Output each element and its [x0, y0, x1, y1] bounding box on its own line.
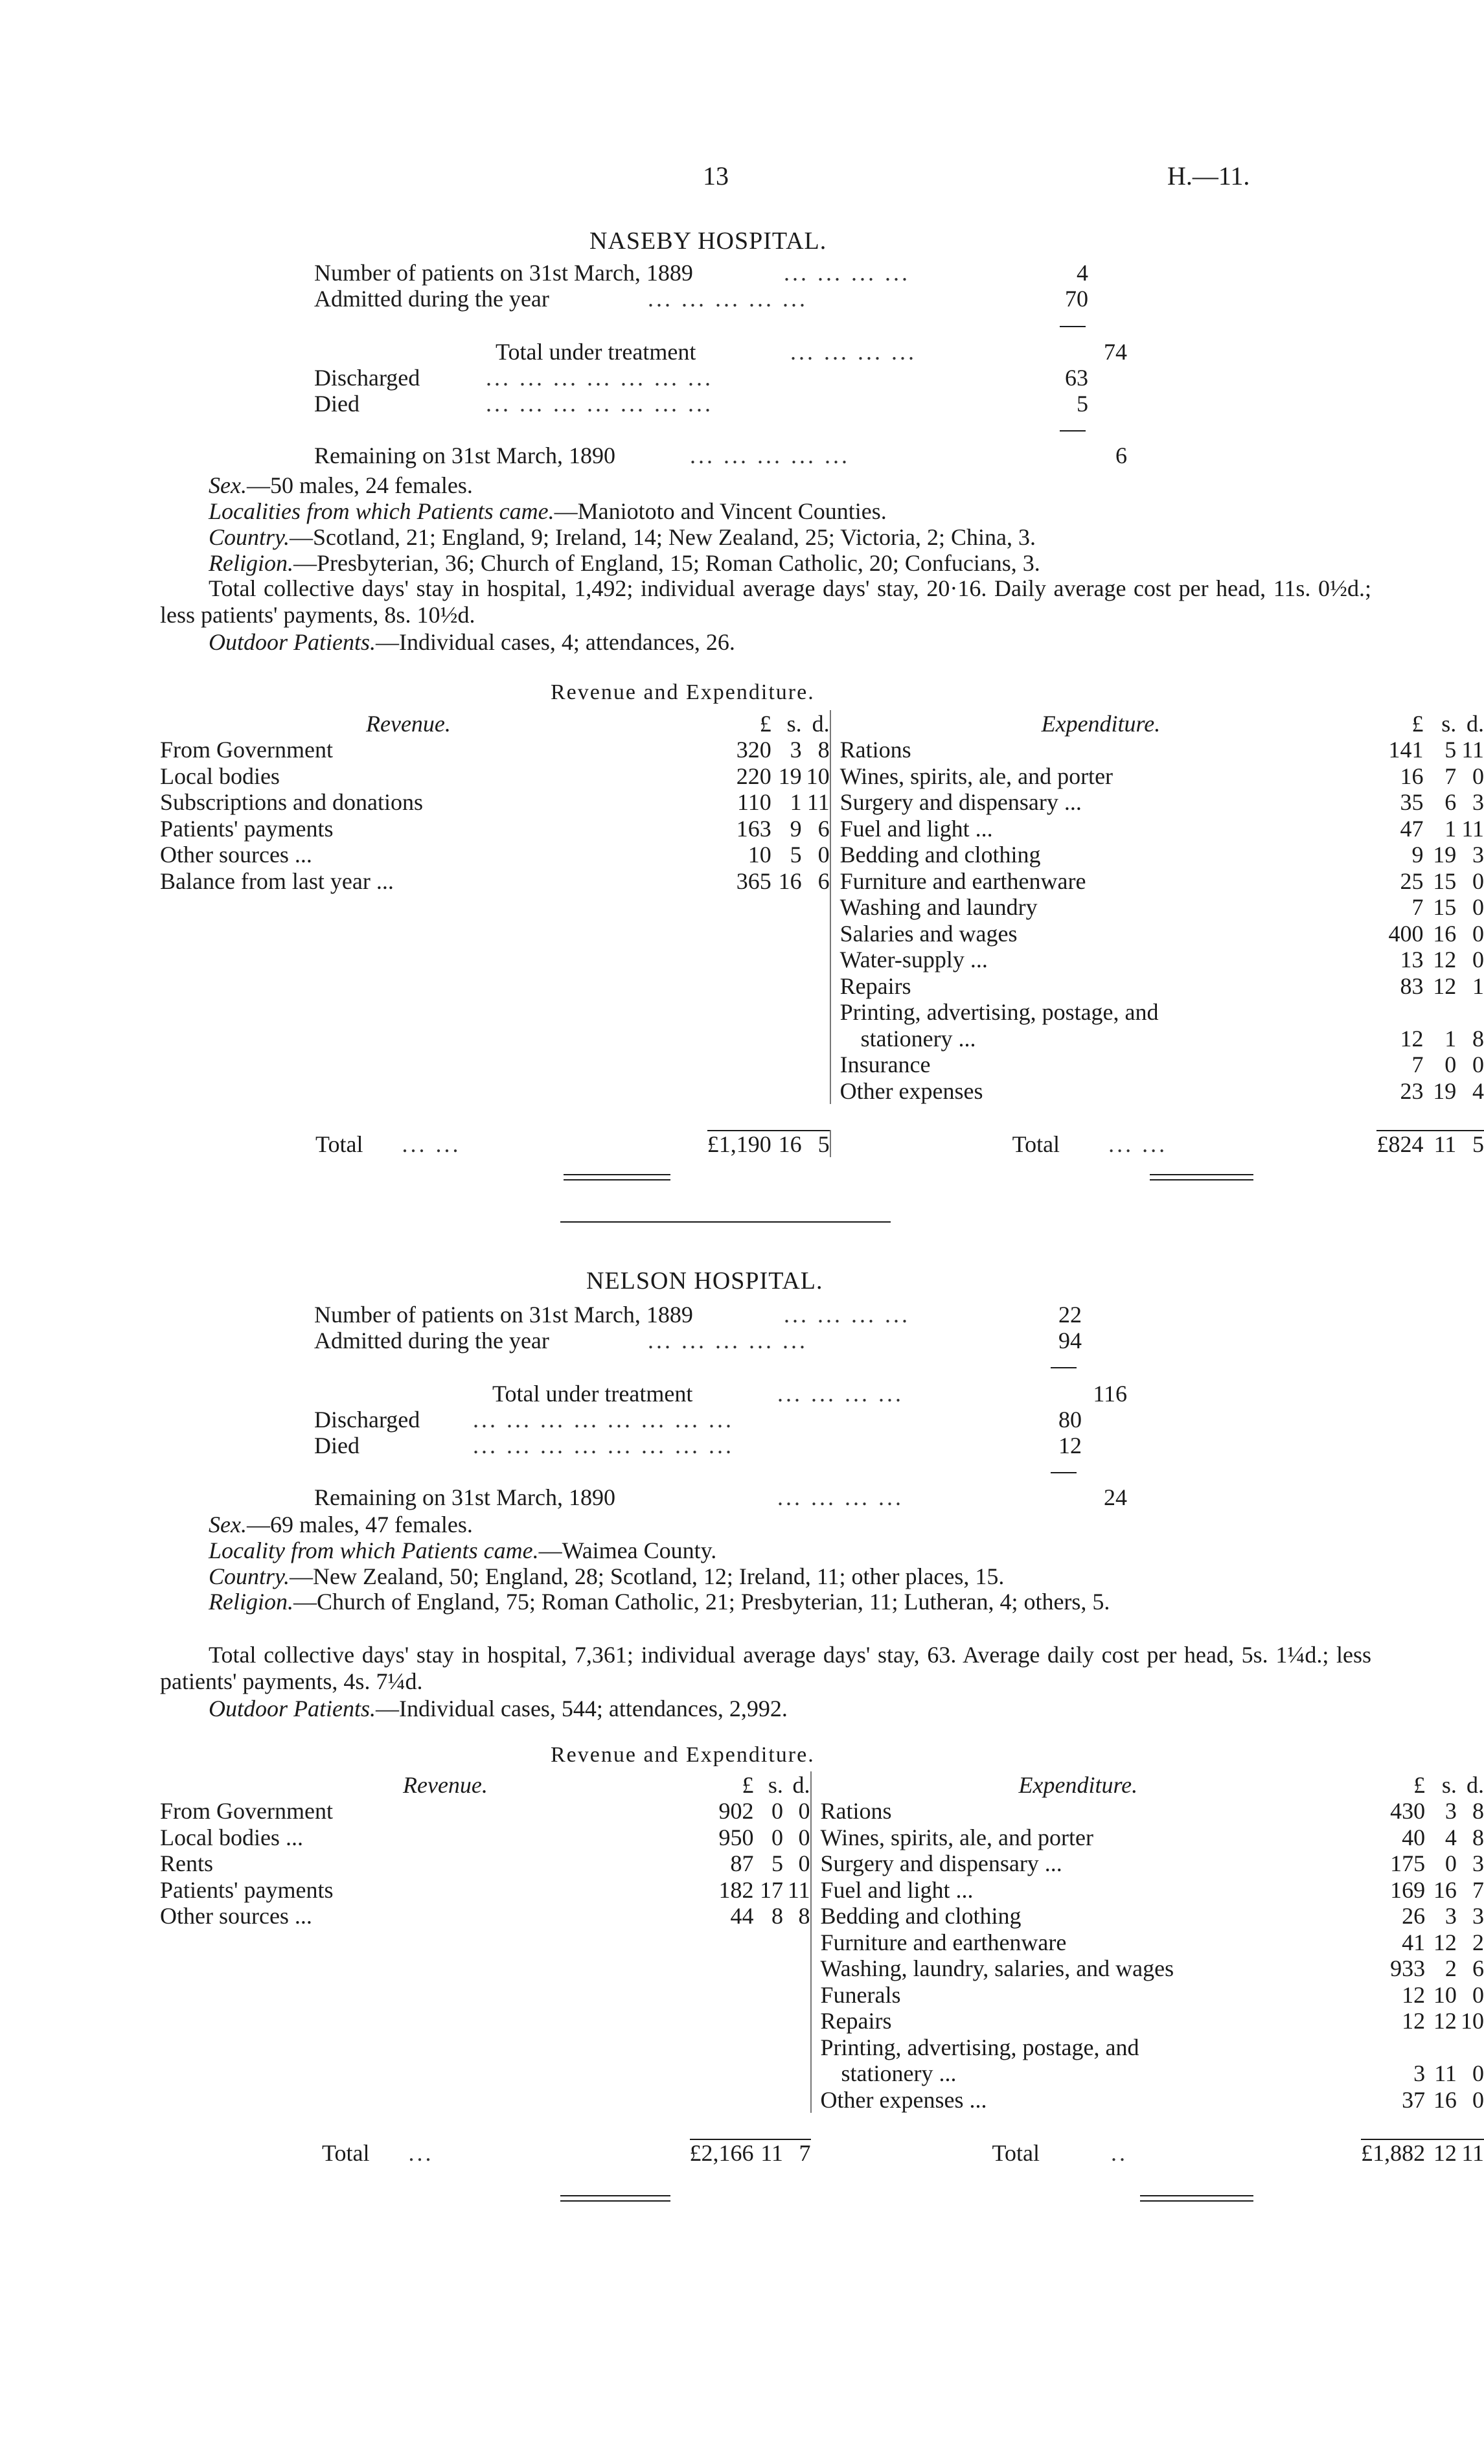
- table-row: [160, 947, 1484, 973]
- revenue-pounds: 10: [748, 842, 771, 868]
- revenue-item-label: Patients' payments: [160, 815, 334, 842]
- expenditure-pence: 3: [1472, 1903, 1484, 1929]
- revenue-pence: 6: [802, 868, 830, 894]
- table-row: [160, 1981, 1484, 2008]
- revenue-shillings: 16: [778, 868, 802, 894]
- expenditure-pence: 0: [1472, 947, 1484, 973]
- expenditure-item-label: Surgery and dispensary ...: [839, 789, 1082, 815]
- expenditure-pence: [1456, 999, 1484, 1026]
- table-row: [160, 789, 1484, 816]
- revenue-item-label: Local bodies: [160, 763, 280, 789]
- expenditure-pence: 0: [1472, 1052, 1484, 1077]
- expenditure-shillings: 0: [1444, 1850, 1457, 1876]
- revenue-item-label: Balance from last year ...: [160, 868, 394, 894]
- expenditure-pounds: 400: [1388, 920, 1424, 947]
- revenue-pounds: 163: [736, 815, 771, 842]
- expenditure-shillings: 12: [1433, 1929, 1457, 1955]
- total-value: 116: [1093, 1381, 1127, 1407]
- expenditure-pounds: 40: [1402, 1824, 1426, 1850]
- expenditure-pounds: 169: [1390, 1876, 1426, 1903]
- expenditure-shillings: 2: [1444, 1955, 1457, 1981]
- expenditure-item-label: Rations: [839, 737, 911, 763]
- expenditure-shillings: 1: [1444, 1025, 1457, 1052]
- expenditure-item-label: Printing, advertising, postage, and: [820, 2034, 1139, 2060]
- expenditure-pence: 0: [1472, 2060, 1484, 2086]
- expenditure-item-label: Surgery and dispensary ...: [820, 1850, 1062, 1876]
- expenditure-shillings: 12: [1433, 947, 1457, 973]
- expenditure-pence: 7: [1472, 1876, 1484, 1903]
- revenue-pounds: 950: [718, 1824, 754, 1850]
- start-label: Number of patients on 31st March, 1889: [314, 1302, 693, 1328]
- nelson-sex: Sex.—69 males, 47 females.: [209, 1512, 473, 1537]
- expenditure-pounds: 26: [1402, 1903, 1426, 1929]
- revenue-shillings: 8: [771, 1903, 783, 1929]
- expenditure-pounds: [1376, 999, 1423, 1026]
- revenue-pence: 11: [802, 789, 830, 816]
- expenditure-pence: 6: [1472, 1955, 1484, 1981]
- revenue-item-label: From Government: [160, 1798, 333, 1824]
- revenue-pence: 0: [783, 1850, 811, 1877]
- revenue-heading: Revenue.: [403, 1771, 488, 1798]
- expenditure-item-label: Fuel and light ...: [839, 815, 993, 842]
- expenditure-pounds: 12: [1402, 2008, 1426, 2034]
- expenditure-shillings: 15: [1433, 894, 1457, 920]
- document-code: H.—11.: [1167, 161, 1250, 190]
- expenditure-pounds: 25: [1400, 868, 1424, 894]
- naseby-rev-exp-title: Revenue and Expenditure.: [551, 680, 815, 704]
- admitted-label: Admitted during the year: [314, 1328, 549, 1353]
- expenditure-shillings: 3: [1444, 1903, 1457, 1929]
- expenditure-item-label: Washing, laundry, salaries, and wages: [820, 1955, 1174, 1981]
- table-row: [160, 2008, 1484, 2034]
- naseby-outdoor: Outdoor Patients.—Individual cases, 4; attendances, 26.: [209, 629, 735, 655]
- expenditure-pounds: 16: [1400, 763, 1424, 789]
- expenditure-shillings: 0: [1444, 1052, 1457, 1077]
- expenditure-pounds: 23: [1400, 1077, 1424, 1104]
- naseby-stay: Total collective days' stay in hospital, 1,492; individual average days' stay, 20·16. Daily average cost per head, 11s. 0½d.; less patients' payments, 8s. 10½d.: [160, 575, 1371, 628]
- expenditure-shillings: 19: [1433, 1077, 1457, 1104]
- revenue-item-label: Rents: [160, 1850, 214, 1876]
- expenditure-item-label: Wines, spirits, ale, and porter: [820, 1824, 1093, 1850]
- revenue-shillings: 19: [778, 763, 802, 789]
- table-row: [160, 894, 1484, 921]
- expenditure-item-label: Repairs: [820, 2008, 892, 2034]
- expenditure-shillings: 1: [1444, 815, 1457, 842]
- expenditure-pence: 0: [1472, 868, 1484, 894]
- expenditure-item-label: Funerals: [820, 1981, 901, 2008]
- expenditure-pence: 10: [1461, 2008, 1484, 2034]
- expenditure-pounds: 175: [1390, 1850, 1426, 1876]
- revenue-item-label: From Government: [160, 737, 333, 763]
- revenue-pounds: 110: [737, 789, 771, 815]
- died-label: Died: [314, 391, 360, 417]
- table-row: [160, 2060, 1484, 2087]
- expenditure-pounds: 37: [1402, 2086, 1426, 2113]
- table-row: [160, 1955, 1484, 1982]
- expenditure-shillings: 3: [1444, 1798, 1457, 1824]
- remaining-value: 24: [1104, 1484, 1127, 1510]
- expenditure-shillings: 16: [1433, 2086, 1457, 2113]
- expenditure-shillings: 11: [1434, 2060, 1457, 2086]
- expenditure-shillings: 12: [1433, 2008, 1457, 2034]
- naseby-country: Country.—Scotland, 21; England, 9; Ireland, 14; New Zealand, 25; Victoria, 2; China, 3.: [209, 524, 1036, 550]
- table-row: [160, 973, 1484, 999]
- table-row: [160, 1052, 1484, 1078]
- nelson-finance-table: Revenue. £ s. d. Expenditure. £ s. d. From Government 902 0 0 Rations 430 3 8 Local bodies ... 950 0 0 Wines, spirits, ale, and porter 40 4 8 Rents 87 5 0 Surgery and dispensary ... 175 0 3 Patients' payments 182 17 11 Fuel and light ... 169 16 7 Other sources ... 44 8 8 Bedding and clothing 26 3 3 Furniture and earthenware 41 12 2 Washing, laundry, salaries, and wages 933 2 6 Funerals 12 10 0 Repairs 12 12 10 Printing, advertising, postage, and stationery ... 3 11 0 Other expenses ... 37 16 0 Total ... £2,166 11 7 Total .. £1,882 12 11: [160, 1771, 1484, 2166]
- expenditure-item-label: Furniture and earthenware: [820, 1929, 1067, 1955]
- revenue-item-label: Subscriptions and donations: [160, 789, 423, 815]
- revenue-item-label: Other sources ...: [160, 842, 312, 868]
- revenue-pounds: 365: [736, 868, 771, 894]
- died-value: 12: [1058, 1433, 1082, 1458]
- revenue-item-label: Local bodies ...: [160, 1824, 303, 1850]
- expenditure-pence: 0: [1472, 894, 1484, 920]
- expenditure-pounds: 430: [1390, 1798, 1426, 1824]
- expenditure-pence: 8: [1472, 1824, 1484, 1850]
- expenditure-item-label: Furniture and earthenware: [839, 868, 1086, 894]
- table-row: [160, 1850, 1484, 1877]
- expenditure-shillings: 10: [1433, 1981, 1457, 2008]
- expenditure-item-label: Insurance: [839, 1052, 931, 1077]
- expenditure-shillings: 16: [1433, 920, 1457, 947]
- admitted-value: 70: [1065, 286, 1088, 312]
- revenue-heading: Revenue.: [366, 710, 451, 737]
- revenue-pounds: 320: [736, 737, 771, 763]
- expenditure-pounds: 9: [1411, 842, 1424, 868]
- expenditure-pence: 0: [1472, 763, 1484, 789]
- table-row: [160, 737, 1484, 763]
- expenditure-pounds: 3: [1413, 2060, 1426, 2086]
- nelson-title: NELSON HOSPITAL.: [586, 1267, 823, 1295]
- discharged-label: Discharged: [314, 1407, 420, 1433]
- start-value: 22: [1058, 1302, 1082, 1328]
- expenditure-item-label: Printing, advertising, postage, and: [839, 999, 1159, 1025]
- admitted-value: 94: [1058, 1328, 1082, 1353]
- expenditure-pence: 11: [1461, 815, 1484, 842]
- revenue-shillings: 17: [759, 1876, 783, 1903]
- expenditure-shillings: 7: [1444, 763, 1457, 789]
- revenue-pence: 11: [783, 1876, 811, 1903]
- revenue-item-label: Patients' payments: [160, 1876, 334, 1903]
- naseby-localities: Localities from which Patients came.—Maniototo and Vincent Counties.: [209, 498, 887, 524]
- expenditure-pence: 0: [1472, 2086, 1484, 2113]
- expenditure-shillings: 6: [1444, 789, 1457, 815]
- remaining-value: 6: [1115, 443, 1127, 468]
- discharged-value: 80: [1058, 1407, 1082, 1433]
- expenditure-pence: 2: [1472, 1929, 1484, 1955]
- expenditure-pounds: 41: [1402, 1929, 1426, 1955]
- expenditure-pence: 3: [1472, 1850, 1484, 1876]
- table-row: [160, 1798, 1484, 1825]
- expenditure-shillings: [1425, 2034, 1457, 2060]
- table-row: [160, 2034, 1484, 2060]
- expenditure-pence: 3: [1472, 842, 1484, 868]
- nelson-country: Country.—New Zealand, 50; England, 28; Scotland, 12; Ireland, 11; other places, 15.: [209, 1563, 1005, 1589]
- table-row: [160, 2086, 1484, 2113]
- remaining-label: Remaining on 31st March, 1890: [314, 443, 615, 468]
- start-value: 4: [1077, 260, 1088, 286]
- revenue-shillings: 5: [790, 842, 802, 868]
- table-row: [160, 999, 1484, 1026]
- revenue-pounds: 182: [718, 1876, 754, 1903]
- expenditure-pounds: 83: [1400, 973, 1424, 999]
- expenditure-pounds: 7: [1411, 894, 1424, 920]
- expenditure-pounds: 13: [1400, 947, 1424, 973]
- table-row: [160, 1903, 1484, 1929]
- revenue-pence: 0: [802, 842, 830, 868]
- total-label: Total under treatment: [492, 1381, 693, 1407]
- table-row: [160, 763, 1484, 789]
- expenditure-heading: Expenditure.: [1018, 1771, 1138, 1798]
- expenditure-item-label: Repairs: [839, 973, 911, 999]
- revenue-shillings: 5: [771, 1850, 783, 1876]
- expenditure-pounds: [1361, 2034, 1425, 2060]
- expenditure-pence: 0: [1472, 1981, 1484, 2008]
- expenditure-item-label: Washing and laundry: [839, 894, 1038, 920]
- remaining-label: Remaining on 31st March, 1890: [314, 1484, 615, 1510]
- expenditure-pounds: 35: [1400, 789, 1424, 815]
- expenditure-shillings: 12: [1433, 973, 1457, 999]
- total-label: Total under treatment: [496, 339, 696, 365]
- expenditure-item-label: Bedding and clothing: [839, 842, 1041, 868]
- died-label: Died: [314, 1433, 360, 1458]
- expenditure-pence: 4: [1472, 1077, 1484, 1104]
- expenditure-shillings: 19: [1433, 842, 1457, 868]
- table-row: [160, 1876, 1484, 1903]
- revenue-total-row: Total ...: [322, 2140, 434, 2166]
- expenditure-pounds: 12: [1400, 1025, 1424, 1052]
- revenue-pounds: 902: [718, 1798, 754, 1824]
- expenditure-pounds: 933: [1390, 1955, 1426, 1981]
- expenditure-shillings: 4: [1444, 1824, 1457, 1850]
- expenditure-item-label: Salaries and wages: [839, 920, 1018, 947]
- revenue-shillings: 0: [771, 1824, 783, 1850]
- revenue-pence: 6: [802, 815, 830, 842]
- table-row: [160, 815, 1484, 842]
- nelson-stay: Total collective days' stay in hospital, 7,361; individual average days' stay, 63. Average daily cost per head, 5s. 1¼d.; less patients' payments, 4s. 7¼d.: [160, 1642, 1371, 1694]
- table-row: [160, 1025, 1484, 1052]
- expenditure-pence: 11: [1461, 737, 1484, 763]
- total-value: 74: [1104, 339, 1127, 365]
- expenditure-pence: 8: [1472, 1798, 1484, 1824]
- expenditure-item-label: stationery ...: [860, 1025, 976, 1052]
- expenditure-pounds: 12: [1402, 1981, 1426, 2008]
- table-row: [160, 1077, 1484, 1104]
- table-row: [160, 920, 1484, 947]
- revenue-shillings: 1: [790, 789, 802, 815]
- expenditure-pence: 3: [1472, 789, 1484, 815]
- revenue-pence: 8: [783, 1903, 811, 1929]
- expenditure-pounds: 141: [1388, 737, 1424, 763]
- revenue-pounds: 220: [736, 763, 771, 789]
- expenditure-shillings: 15: [1433, 868, 1457, 894]
- revenue-pence: 10: [802, 763, 830, 789]
- discharged-label: Discharged: [314, 365, 420, 391]
- nelson-outdoor: Outdoor Patients.—Individual cases, 544; attendances, 2,992.: [209, 1696, 788, 1721]
- expenditure-shillings: 5: [1444, 737, 1457, 763]
- table-row: [160, 1929, 1484, 1955]
- nelson-rev-exp-title: Revenue and Expenditure.: [551, 1743, 815, 1767]
- expenditure-shillings: [1423, 999, 1456, 1026]
- revenue-shillings: 9: [790, 815, 802, 842]
- revenue-pounds: 87: [730, 1850, 754, 1876]
- page-number: 13: [703, 161, 729, 190]
- expenditure-total-row: Total ... ...: [1012, 1131, 1168, 1157]
- revenue-shillings: 3: [790, 737, 802, 763]
- naseby-finance-table: Revenue. £ s. d. Expenditure. £ s. d. From Government 320 3 8 Rations 141 5 11 Local bodies 220 19 10 Wines, spirits, ale, and porter 16 7 0 Subscriptions and donations 110 1 11 Surgery and dispensary ... 35 6 3 Patients' payments 163 9 6 Fuel and light ... 47 1 11 Other sources ... 10 5 0 Bedding and clothing 9 19 3 Balance from last year ... 365 16 6 Furniture and earthenware 25 15 0 Washing and laundry 7 15 0 Salaries and wages 400 16 0 Water-supply ... 13 12 0 Repairs 83 12 1 Printing, advertising, postage, and stationery ... 12 1 8 Insurance 7 0 0 Other expenses 23 19 4 Total ... ... £1,190 16 5 Total ... ... £824 11 5: [160, 710, 1484, 1157]
- expenditure-item-label: Rations: [820, 1798, 892, 1824]
- expenditure-total-row: Total ..: [992, 2140, 1128, 2166]
- admitted-label: Admitted during the year: [314, 286, 549, 312]
- revenue-total-row: Total ... ...: [315, 1131, 461, 1157]
- table-row: [160, 1824, 1484, 1850]
- expenditure-pence: 0: [1472, 920, 1484, 947]
- expenditure-item-label: Other expenses: [839, 1077, 983, 1104]
- expenditure-item-label: Wines, spirits, ale, and porter: [839, 763, 1113, 789]
- revenue-pounds: 44: [730, 1903, 754, 1929]
- revenue-shillings: 0: [771, 1798, 783, 1824]
- start-label: Number of patients on 31st March, 1889: [314, 260, 693, 286]
- naseby-religion: Religion.—Presbyterian, 36; Church of England, 15; Roman Catholic, 20; Confucians, 3.: [209, 550, 1040, 576]
- expenditure-item-label: Water-supply ...: [839, 947, 988, 973]
- revenue-pence: 0: [783, 1798, 811, 1825]
- expenditure-item-label: Other expenses ...: [820, 2086, 987, 2113]
- expenditure-item-label: stationery ...: [841, 2060, 957, 2086]
- expenditure-pence: 8: [1472, 1025, 1484, 1052]
- naseby-title: NASEBY HOSPITAL.: [589, 227, 827, 255]
- table-row: [160, 842, 1484, 868]
- revenue-pence: 0: [783, 1824, 811, 1850]
- table-row: [160, 868, 1484, 894]
- revenue-pence: 8: [802, 737, 830, 763]
- expenditure-heading: Expenditure.: [1041, 710, 1161, 737]
- nelson-localities: Locality from which Patients came.—Waimea County.: [209, 1537, 717, 1563]
- revenue-item-label: Other sources ...: [160, 1903, 312, 1929]
- expenditure-pence: 1: [1472, 973, 1484, 999]
- expenditure-shillings: 16: [1433, 1876, 1457, 1903]
- expenditure-pounds: 7: [1411, 1052, 1424, 1077]
- expenditure-item-label: Bedding and clothing: [820, 1903, 1022, 1929]
- expenditure-item-label: Fuel and light ...: [820, 1876, 974, 1903]
- expenditure-pounds: 47: [1400, 815, 1424, 842]
- died-value: 5: [1077, 391, 1088, 417]
- naseby-sex: Sex.—50 males, 24 females.: [209, 472, 473, 498]
- discharged-value: 63: [1065, 365, 1088, 391]
- nelson-religion: Religion.—Church of England, 75; Roman Catholic, 21; Presbyterian, 11; Lutheran, 4; others, 5.: [209, 1589, 1110, 1615]
- expenditure-pence: [1457, 2034, 1484, 2060]
